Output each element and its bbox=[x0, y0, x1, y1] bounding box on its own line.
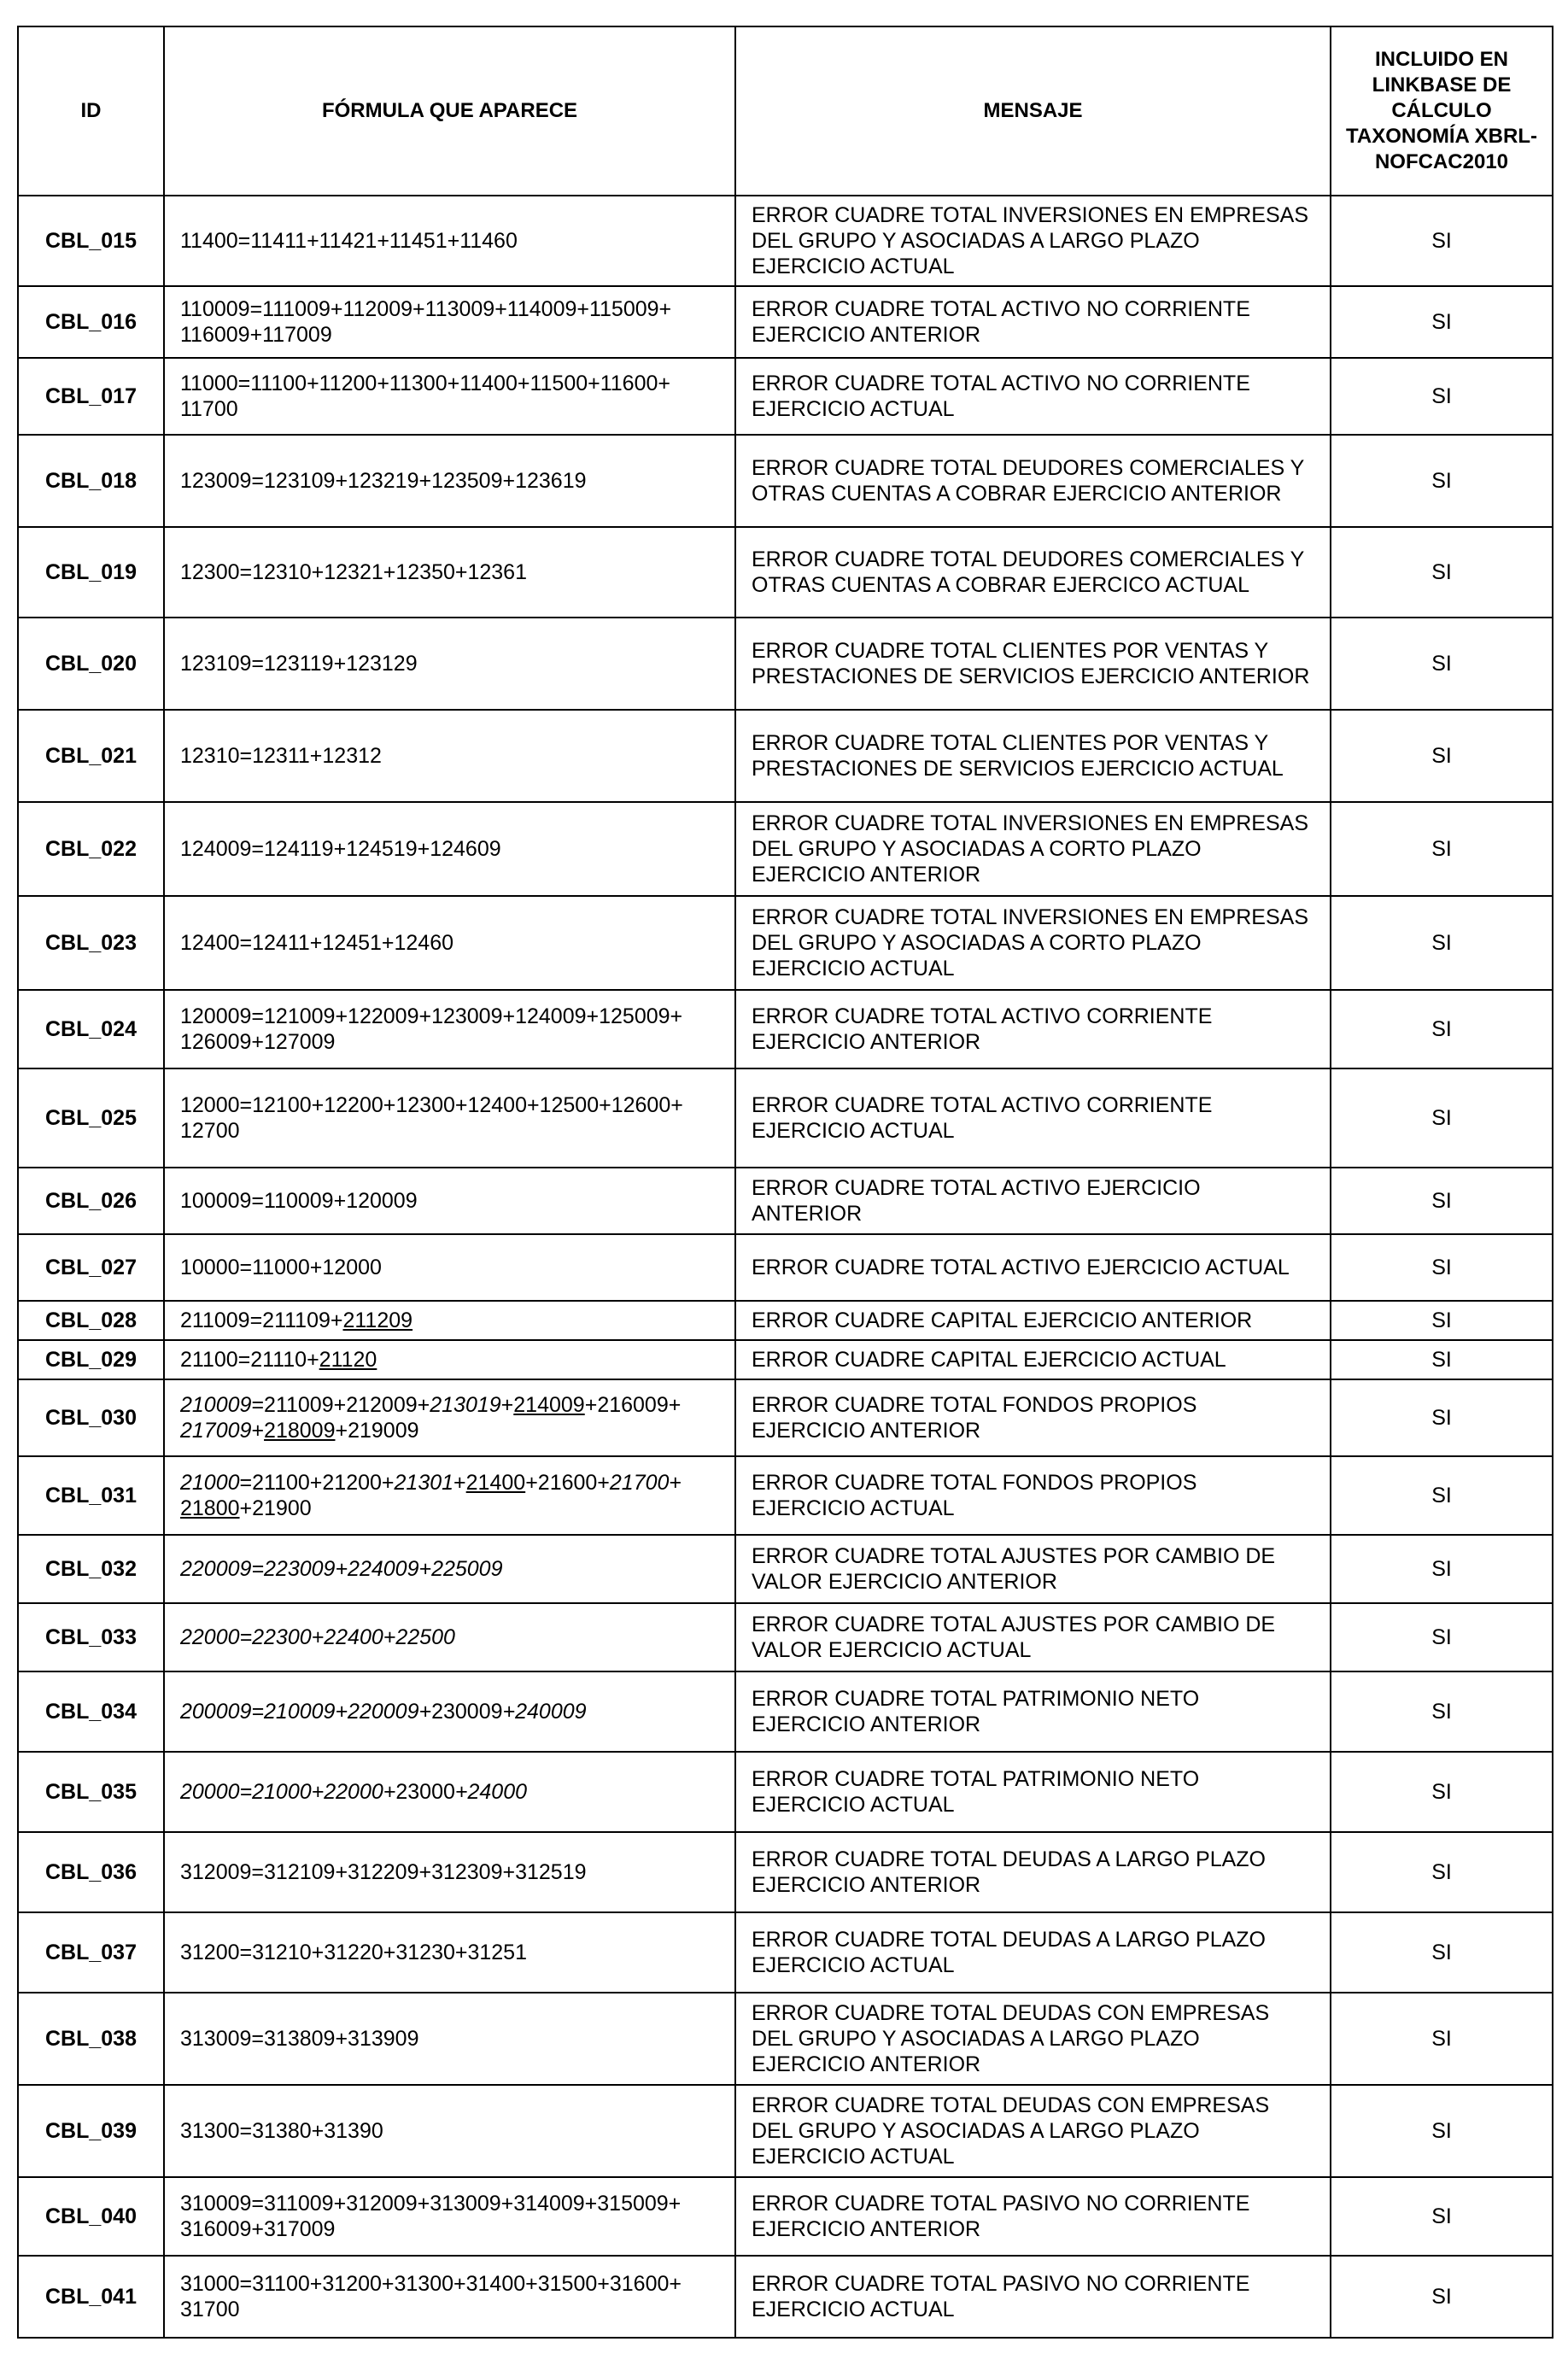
row-included: SI bbox=[1331, 802, 1553, 896]
row-message: ERROR CUADRE TOTAL FONDOS PROPIOS EJERCICIO ACTUAL bbox=[735, 1456, 1331, 1535]
formula-segment: 12300=12310+12321+12350+12361 bbox=[180, 560, 527, 584]
formula-segment: 213019 bbox=[430, 1393, 501, 1417]
row-included: SI bbox=[1331, 1832, 1553, 1912]
formula-segment: +21900 bbox=[239, 1496, 312, 1520]
formula-segment: 21301 bbox=[394, 1471, 454, 1495]
formula-segment: 31300=31380+31390 bbox=[180, 2119, 383, 2143]
formula-segment: 210009 bbox=[180, 1393, 252, 1417]
row-formula bbox=[164, 1912, 735, 1993]
row-included: SI bbox=[1331, 1456, 1553, 1535]
row-id: CBL_024 bbox=[18, 990, 164, 1068]
row-formula bbox=[164, 1752, 735, 1832]
row-included: SI bbox=[1331, 1535, 1553, 1603]
row-formula bbox=[164, 2177, 735, 2256]
row-formula bbox=[164, 527, 735, 618]
row-included: SI bbox=[1331, 1752, 1553, 1832]
row-id: CBL_023 bbox=[18, 896, 164, 990]
row-id: CBL_018 bbox=[18, 435, 164, 527]
row-formula bbox=[164, 896, 735, 990]
row-message: ERROR CUADRE TOTAL CLIENTES POR VENTAS Y PRESTACIONES DE SERVICIOS EJERCICIO ANTERIOR bbox=[735, 618, 1331, 710]
table-row bbox=[18, 1912, 1553, 1993]
table-row bbox=[18, 618, 1553, 710]
row-included: SI bbox=[1331, 2177, 1553, 2256]
row-message: ERROR CUADRE TOTAL DEUDORES COMERCIALES Y OTRAS CUENTAS A COBRAR EJERCICIO ANTERIOR bbox=[735, 435, 1331, 527]
row-formula bbox=[164, 1234, 735, 1301]
row-formula bbox=[164, 710, 735, 802]
formula-segment: =211009+212009+ bbox=[251, 1393, 430, 1417]
row-included: SI bbox=[1331, 435, 1553, 527]
table-row bbox=[18, 435, 1553, 527]
table-row bbox=[18, 1379, 1553, 1456]
row-included: SI bbox=[1331, 1340, 1553, 1379]
row-included: SI bbox=[1331, 1301, 1553, 1340]
row-message: ERROR CUADRE TOTAL PATRIMONIO NETO EJERCICIO ANTERIOR bbox=[735, 1671, 1331, 1752]
formula-segment: 214009 bbox=[513, 1393, 585, 1417]
row-id: CBL_026 bbox=[18, 1168, 164, 1234]
row-message: ERROR CUADRE TOTAL DEUDORES COMERCIALES Y OTRAS CUENTAS A COBRAR EJERCICO ACTUAL bbox=[735, 527, 1331, 618]
validation-rules-table bbox=[17, 26, 1553, 2339]
row-id: CBL_032 bbox=[18, 1535, 164, 1603]
formula-segment: 211009=211109+ bbox=[180, 1308, 343, 1332]
row-id: CBL_031 bbox=[18, 1456, 164, 1535]
formula-segment: 21400 bbox=[465, 1471, 526, 1495]
formula-segment: 211209 bbox=[342, 1308, 413, 1332]
formula-segment: 110009=111009+112009+113009+114009+115009+ 116009+117009 bbox=[180, 297, 672, 347]
header-row bbox=[18, 26, 1553, 196]
row-message: ERROR CUADRE TOTAL ACTIVO CORRIENTE EJERCICIO ANTERIOR bbox=[735, 990, 1331, 1068]
table-row bbox=[18, 358, 1553, 435]
row-included: SI bbox=[1331, 196, 1553, 286]
row-included: SI bbox=[1331, 1379, 1553, 1456]
row-id: CBL_016 bbox=[18, 286, 164, 358]
table-row bbox=[18, 2085, 1553, 2177]
formula-segment: 123009=123109+123219+123509+123619 bbox=[180, 469, 587, 493]
row-included: SI bbox=[1331, 1671, 1553, 1752]
row-id: CBL_022 bbox=[18, 802, 164, 896]
table-row bbox=[18, 802, 1553, 896]
row-included: SI bbox=[1331, 2085, 1553, 2177]
formula-segment: + bbox=[500, 1393, 514, 1417]
table-row bbox=[18, 1752, 1553, 1832]
row-formula bbox=[164, 2256, 735, 2338]
formula-segment: 12310=12311+12312 bbox=[180, 744, 382, 768]
row-message: ERROR CUADRE TOTAL DEUDAS A LARGO PLAZO EJERCICIO ACTUAL bbox=[735, 1912, 1331, 1993]
formula-segment: +21600+ bbox=[525, 1471, 610, 1495]
row-formula bbox=[164, 196, 735, 286]
row-message: ERROR CUADRE TOTAL AJUSTES POR CAMBIO DE VALOR EJERCICIO ANTERIOR bbox=[735, 1535, 1331, 1603]
table-row bbox=[18, 1301, 1553, 1340]
row-id: CBL_037 bbox=[18, 1912, 164, 1993]
formula-segment: + bbox=[669, 1471, 682, 1495]
row-id: CBL_028 bbox=[18, 1301, 164, 1340]
row-formula bbox=[164, 802, 735, 896]
row-message: ERROR CUADRE TOTAL ACTIVO EJERCICIO ACTUAL bbox=[735, 1234, 1331, 1301]
row-included: SI bbox=[1331, 1234, 1553, 1301]
row-message: ERROR CUADRE TOTAL DEUDAS CON EMPRESAS DEL GRUPO Y ASOCIADAS A LARGO PLAZO EJERCICIO ACTUAL bbox=[735, 2085, 1331, 2177]
formula-segment: 200009=210009+220009+ bbox=[180, 1700, 432, 1724]
row-id: CBL_033 bbox=[18, 1603, 164, 1671]
formula-segment: 313009=313809+313909 bbox=[180, 2027, 419, 2051]
row-included: SI bbox=[1331, 2256, 1553, 2338]
row-included: SI bbox=[1331, 618, 1553, 710]
formula-segment: 22000=22300+22400+22500 bbox=[180, 1625, 455, 1649]
row-formula bbox=[164, 358, 735, 435]
row-id: CBL_035 bbox=[18, 1752, 164, 1832]
row-included: SI bbox=[1331, 710, 1553, 802]
row-id: CBL_020 bbox=[18, 618, 164, 710]
table-row bbox=[18, 1993, 1553, 2085]
formula-segment: 21100=21110+ bbox=[180, 1348, 319, 1372]
table-row bbox=[18, 1671, 1553, 1752]
row-message: ERROR CUADRE TOTAL ACTIVO CORRIENTE EJERCICIO ACTUAL bbox=[735, 1068, 1331, 1168]
row-id: CBL_036 bbox=[18, 1832, 164, 1912]
table-row bbox=[18, 1535, 1553, 1603]
table-row bbox=[18, 990, 1553, 1068]
header-included: INCLUIDO EN LINKBASE DE CÁLCULO TAXONOMÍA XBRL-NOFCAC2010 bbox=[1331, 26, 1553, 196]
header-id: ID bbox=[18, 26, 164, 196]
header-message: MENSAJE bbox=[735, 26, 1331, 196]
formula-segment: + bbox=[453, 1471, 466, 1495]
row-id: CBL_038 bbox=[18, 1993, 164, 2085]
row-id: CBL_029 bbox=[18, 1340, 164, 1379]
formula-segment: 218009 bbox=[264, 1419, 336, 1443]
row-included: SI bbox=[1331, 358, 1553, 435]
table-row bbox=[18, 1068, 1553, 1168]
table-row bbox=[18, 2177, 1553, 2256]
row-formula bbox=[164, 1456, 735, 1535]
formula-segment: =21100+21200+ bbox=[239, 1471, 395, 1495]
row-included: SI bbox=[1331, 1912, 1553, 1993]
formula-segment: 21700 bbox=[609, 1471, 670, 1495]
row-formula bbox=[164, 1068, 735, 1168]
formula-segment: 11400=11411+11421+11451+11460 bbox=[180, 229, 518, 253]
formula-segment: + bbox=[251, 1419, 265, 1443]
formula-segment: +219009 bbox=[335, 1419, 419, 1443]
table-row bbox=[18, 1168, 1553, 1234]
table-row bbox=[18, 196, 1553, 286]
formula-segment: 31200=31210+31220+31230+31251 bbox=[180, 1941, 527, 1964]
table-row bbox=[18, 1832, 1553, 1912]
row-formula bbox=[164, 1379, 735, 1456]
row-formula bbox=[164, 618, 735, 710]
header-formula: FÓRMULA QUE APARECE bbox=[164, 26, 735, 196]
table-row bbox=[18, 1340, 1553, 1379]
row-formula bbox=[164, 2085, 735, 2177]
table-row bbox=[18, 896, 1553, 990]
row-id: CBL_015 bbox=[18, 196, 164, 286]
row-included: SI bbox=[1331, 1168, 1553, 1234]
formula-segment: 21000 bbox=[180, 1471, 240, 1495]
table-row bbox=[18, 710, 1553, 802]
table-header bbox=[18, 26, 1553, 196]
formula-segment: 310009=311009+312009+313009+314009+315009+ 316009+317009 bbox=[180, 2192, 682, 2241]
row-formula bbox=[164, 1168, 735, 1234]
row-included: SI bbox=[1331, 1993, 1553, 2085]
row-formula bbox=[164, 1603, 735, 1671]
row-message: ERROR CUADRE TOTAL PASIVO NO CORRIENTE EJERCICIO ANTERIOR bbox=[735, 2177, 1331, 2256]
formula-segment: 21800 bbox=[180, 1496, 240, 1520]
row-formula bbox=[164, 1301, 735, 1340]
formula-segment: 123109=123119+123129 bbox=[180, 652, 418, 676]
row-formula bbox=[164, 435, 735, 527]
row-id: CBL_027 bbox=[18, 1234, 164, 1301]
table-row bbox=[18, 1234, 1553, 1301]
formula-segment: +216009+ bbox=[584, 1393, 682, 1417]
row-id: CBL_017 bbox=[18, 358, 164, 435]
row-message: ERROR CUADRE TOTAL INVERSIONES EN EMPRESAS DEL GRUPO Y ASOCIADAS A CORTO PLAZO EJERCICIO ACTUAL bbox=[735, 896, 1331, 990]
row-included: SI bbox=[1331, 527, 1553, 618]
formula-segment: 12000=12100+12200+12300+12400+12500+12600+ 12700 bbox=[180, 1093, 683, 1143]
row-message: ERROR CUADRE TOTAL FONDOS PROPIOS EJERCICIO ANTERIOR bbox=[735, 1379, 1331, 1456]
formula-segment: 124009=124119+124519+124609 bbox=[180, 837, 501, 861]
row-id: CBL_034 bbox=[18, 1671, 164, 1752]
formula-segment: 120009=121009+122009+123009+124009+125009+ 126009+127009 bbox=[180, 1004, 683, 1054]
row-formula bbox=[164, 1671, 735, 1752]
formula-segment: 12400=12411+12451+12460 bbox=[180, 931, 454, 955]
formula-segment: 10000=11000+12000 bbox=[180, 1256, 382, 1279]
row-message: ERROR CUADRE TOTAL INVERSIONES EN EMPRESAS DEL GRUPO Y ASOCIADAS A CORTO PLAZO EJERCICIO ANTERIOR bbox=[735, 802, 1331, 896]
formula-segment: 21120 bbox=[319, 1348, 377, 1372]
row-message: ERROR CUADRE TOTAL AJUSTES POR CAMBIO DE VALOR EJERCICIO ACTUAL bbox=[735, 1603, 1331, 1671]
row-id: CBL_041 bbox=[18, 2256, 164, 2338]
row-formula bbox=[164, 1993, 735, 2085]
formula-segment: 100009=110009+120009 bbox=[180, 1189, 418, 1213]
formula-segment: 312009=312109+312209+312309+312519 bbox=[180, 1860, 587, 1884]
row-message: ERROR CUADRE TOTAL INVERSIONES EN EMPRESAS DEL GRUPO Y ASOCIADAS A LARGO PLAZO EJERCICIO ACTUAL bbox=[735, 196, 1331, 286]
formula-segment: 220009=223009+224009+225009 bbox=[180, 1557, 503, 1581]
row-message: ERROR CUADRE TOTAL PASIVO NO CORRIENTE EJERCICIO ACTUAL bbox=[735, 2256, 1331, 2338]
row-included: SI bbox=[1331, 1068, 1553, 1168]
table-body bbox=[18, 196, 1553, 2338]
row-formula bbox=[164, 1832, 735, 1912]
formula-segment: 230009 bbox=[431, 1700, 503, 1724]
table-row bbox=[18, 1603, 1553, 1671]
row-formula bbox=[164, 1340, 735, 1379]
row-message: ERROR CUADRE CAPITAL EJERCICIO ANTERIOR bbox=[735, 1301, 1331, 1340]
row-message: ERROR CUADRE TOTAL ACTIVO EJERCICIO ANTERIOR bbox=[735, 1168, 1331, 1234]
row-message: ERROR CUADRE TOTAL ACTIVO NO CORRIENTE EJERCICIO ACTUAL bbox=[735, 358, 1331, 435]
row-id: CBL_025 bbox=[18, 1068, 164, 1168]
row-message: ERROR CUADRE TOTAL DEUDAS A LARGO PLAZO EJERCICIO ANTERIOR bbox=[735, 1832, 1331, 1912]
row-id: CBL_040 bbox=[18, 2177, 164, 2256]
row-included: SI bbox=[1331, 990, 1553, 1068]
row-formula bbox=[164, 990, 735, 1068]
formula-segment: +24000 bbox=[454, 1780, 528, 1804]
row-id: CBL_019 bbox=[18, 527, 164, 618]
row-id: CBL_021 bbox=[18, 710, 164, 802]
row-message: ERROR CUADRE TOTAL ACTIVO NO CORRIENTE EJERCICIO ANTERIOR bbox=[735, 286, 1331, 358]
row-included: SI bbox=[1331, 896, 1553, 990]
table-row bbox=[18, 2256, 1553, 2338]
formula-segment: 31000=31100+31200+31300+31400+31500+31600+ 31700 bbox=[180, 2272, 682, 2321]
table-row bbox=[18, 1456, 1553, 1535]
formula-segment: +240009 bbox=[502, 1700, 587, 1724]
row-formula bbox=[164, 286, 735, 358]
table-row bbox=[18, 527, 1553, 618]
row-message: ERROR CUADRE TOTAL CLIENTES POR VENTAS Y PRESTACIONES DE SERVICIOS EJERCICIO ACTUAL bbox=[735, 710, 1331, 802]
row-formula bbox=[164, 1535, 735, 1603]
row-id: CBL_039 bbox=[18, 2085, 164, 2177]
row-included: SI bbox=[1331, 1603, 1553, 1671]
row-id: CBL_030 bbox=[18, 1379, 164, 1456]
formula-segment: 217009 bbox=[180, 1419, 252, 1443]
formula-segment: 20000=21000+22000+ bbox=[180, 1780, 396, 1804]
row-included: SI bbox=[1331, 286, 1553, 358]
row-message: ERROR CUADRE TOTAL PATRIMONIO NETO EJERCICIO ACTUAL bbox=[735, 1752, 1331, 1832]
row-message: ERROR CUADRE TOTAL DEUDAS CON EMPRESAS DEL GRUPO Y ASOCIADAS A LARGO PLAZO EJERCICIO ANTERIOR bbox=[735, 1993, 1331, 2085]
table-row bbox=[18, 286, 1553, 358]
row-message: ERROR CUADRE CAPITAL EJERCICIO ACTUAL bbox=[735, 1340, 1331, 1379]
formula-segment: 23000 bbox=[395, 1780, 455, 1804]
formula-segment: 11000=11100+11200+11300+11400+11500+11600+ 11700 bbox=[180, 372, 670, 421]
